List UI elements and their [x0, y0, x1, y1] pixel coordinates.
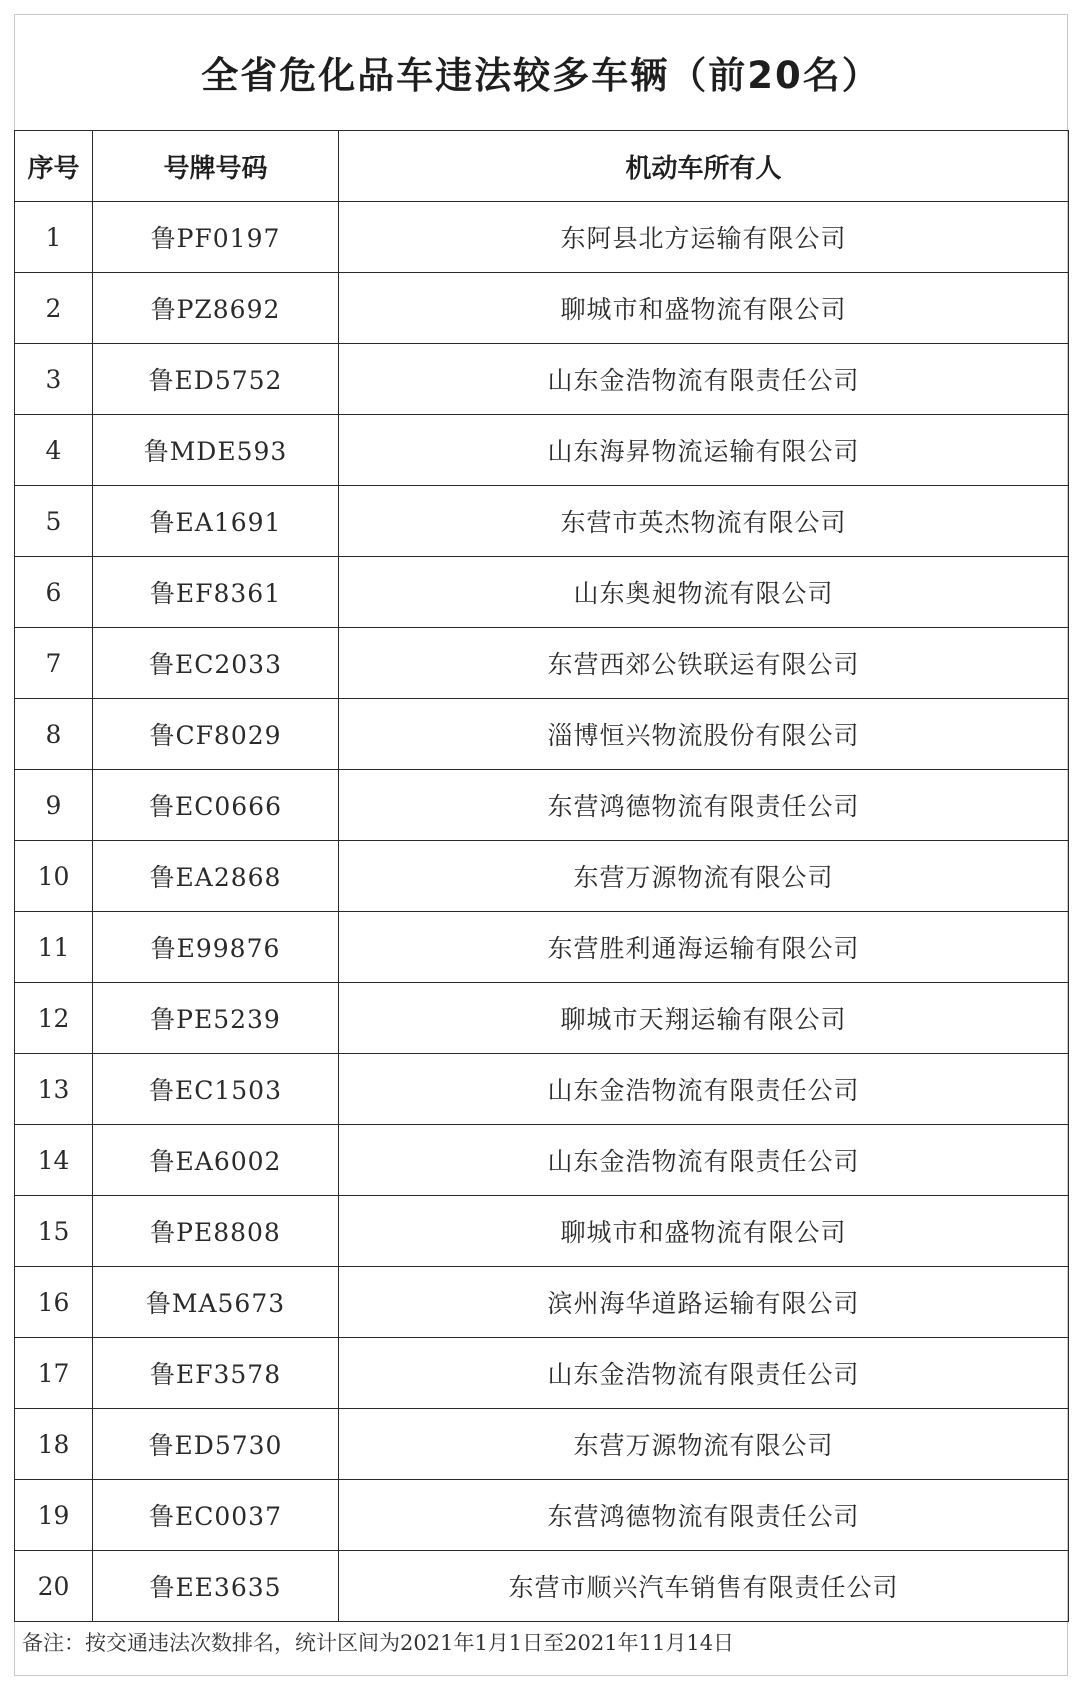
- cell-owner: 东营鸿德物流有限责任公司: [339, 1480, 1069, 1551]
- cell-plate: 鲁EC2033: [93, 628, 339, 699]
- table-row: [15, 1054, 1069, 1125]
- table-row: [15, 983, 1069, 1054]
- cell-owner: 聊城市和盛物流有限公司: [339, 1196, 1069, 1267]
- cell-index: 9: [15, 770, 93, 841]
- table-row: [15, 770, 1069, 841]
- footnote: 备注：按交通违法次数排名，统计区间为2021年1月1日至2021年11月14日: [22, 1631, 735, 1655]
- table-body: [15, 202, 1069, 1622]
- cell-index: 11: [15, 912, 93, 983]
- violations-table: [14, 130, 1069, 1622]
- cell-plate: 鲁CF8029: [93, 699, 339, 770]
- cell-owner: 山东金浩物流有限责任公司: [339, 1054, 1069, 1125]
- cell-index: 19: [15, 1480, 93, 1551]
- cell-index: 4: [15, 415, 93, 486]
- cell-plate: 鲁PE5239: [93, 983, 339, 1054]
- cell-owner: 东营市顺兴汽车销售有限责任公司: [339, 1551, 1069, 1622]
- cell-index: 5: [15, 486, 93, 557]
- cell-index: 7: [15, 628, 93, 699]
- table-row: [15, 273, 1069, 344]
- cell-index: 6: [15, 557, 93, 628]
- table-row: [15, 344, 1069, 415]
- cell-plate: 鲁PF0197: [93, 202, 339, 273]
- cell-owner: 东营市英杰物流有限公司: [339, 486, 1069, 557]
- cell-plate: 鲁PE8808: [93, 1196, 339, 1267]
- cell-index: 8: [15, 699, 93, 770]
- table-row: [15, 699, 1069, 770]
- cell-plate: 鲁EE3635: [93, 1551, 339, 1622]
- cell-plate: 鲁EC0037: [93, 1480, 339, 1551]
- header-plate: 号牌号码: [93, 131, 339, 202]
- table-row: [15, 1338, 1069, 1409]
- cell-plate: 鲁EF8361: [93, 557, 339, 628]
- cell-owner: 山东奥昶物流有限公司: [339, 557, 1069, 628]
- cell-plate: 鲁EC1503: [93, 1054, 339, 1125]
- cell-plate: 鲁EA2868: [93, 841, 339, 912]
- cell-plate: 鲁MDE593: [93, 415, 339, 486]
- cell-index: 15: [15, 1196, 93, 1267]
- cell-plate: 鲁EF3578: [93, 1338, 339, 1409]
- cell-owner: 滨州海华道路运输有限公司: [339, 1267, 1069, 1338]
- cell-owner: 东营万源物流有限公司: [339, 841, 1069, 912]
- cell-plate: 鲁EA1691: [93, 486, 339, 557]
- cell-index: 16: [15, 1267, 93, 1338]
- cell-index: 14: [15, 1125, 93, 1196]
- cell-index: 13: [15, 1054, 93, 1125]
- cell-plate: 鲁MA5673: [93, 1267, 339, 1338]
- cell-index: 12: [15, 983, 93, 1054]
- cell-owner: 东营胜利通海运输有限公司: [339, 912, 1069, 983]
- table-row: [15, 912, 1069, 983]
- cell-index: 18: [15, 1409, 93, 1480]
- cell-owner: 山东金浩物流有限责任公司: [339, 1338, 1069, 1409]
- cell-owner: 聊城市和盛物流有限公司: [339, 273, 1069, 344]
- cell-owner: 东营万源物流有限公司: [339, 1409, 1069, 1480]
- header-index: 序号: [15, 131, 93, 202]
- table-row: [15, 415, 1069, 486]
- cell-plate: 鲁ED5752: [93, 344, 339, 415]
- cell-owner: 聊城市天翔运输有限公司: [339, 983, 1069, 1054]
- table-row: [15, 628, 1069, 699]
- cell-index: 17: [15, 1338, 93, 1409]
- cell-plate: 鲁PZ8692: [93, 273, 339, 344]
- table-row: [15, 557, 1069, 628]
- table-row: [15, 1409, 1069, 1480]
- cell-owner: 东营鸿德物流有限责任公司: [339, 770, 1069, 841]
- cell-owner: 东阿县北方运输有限公司: [339, 202, 1069, 273]
- table-row: [15, 841, 1069, 912]
- cell-index: 2: [15, 273, 93, 344]
- table-row: [15, 486, 1069, 557]
- cell-owner: 山东海昇物流运输有限公司: [339, 415, 1069, 486]
- table-row: [15, 1480, 1069, 1551]
- cell-owner: 山东金浩物流有限责任公司: [339, 1125, 1069, 1196]
- table-row: [15, 1196, 1069, 1267]
- cell-index: 20: [15, 1551, 93, 1622]
- table-row: [15, 202, 1069, 273]
- cell-owner: 淄博恒兴物流股份有限公司: [339, 699, 1069, 770]
- table-row: [15, 1267, 1069, 1338]
- table-row: [15, 1125, 1069, 1196]
- page-title: 全省危化品车违法较多车辆（前20名）: [201, 54, 881, 97]
- cell-index: 1: [15, 202, 93, 273]
- table-header-row: [15, 131, 1069, 202]
- cell-plate: 鲁ED5730: [93, 1409, 339, 1480]
- cell-plate: 鲁EC0666: [93, 770, 339, 841]
- cell-index: 10: [15, 841, 93, 912]
- cell-owner: 东营西郊公铁联运有限公司: [339, 628, 1069, 699]
- cell-owner: 山东金浩物流有限责任公司: [339, 344, 1069, 415]
- header-owner: 机动车所有人: [339, 131, 1069, 202]
- cell-index: 3: [15, 344, 93, 415]
- cell-plate: 鲁E99876: [93, 912, 339, 983]
- cell-plate: 鲁EA6002: [93, 1125, 339, 1196]
